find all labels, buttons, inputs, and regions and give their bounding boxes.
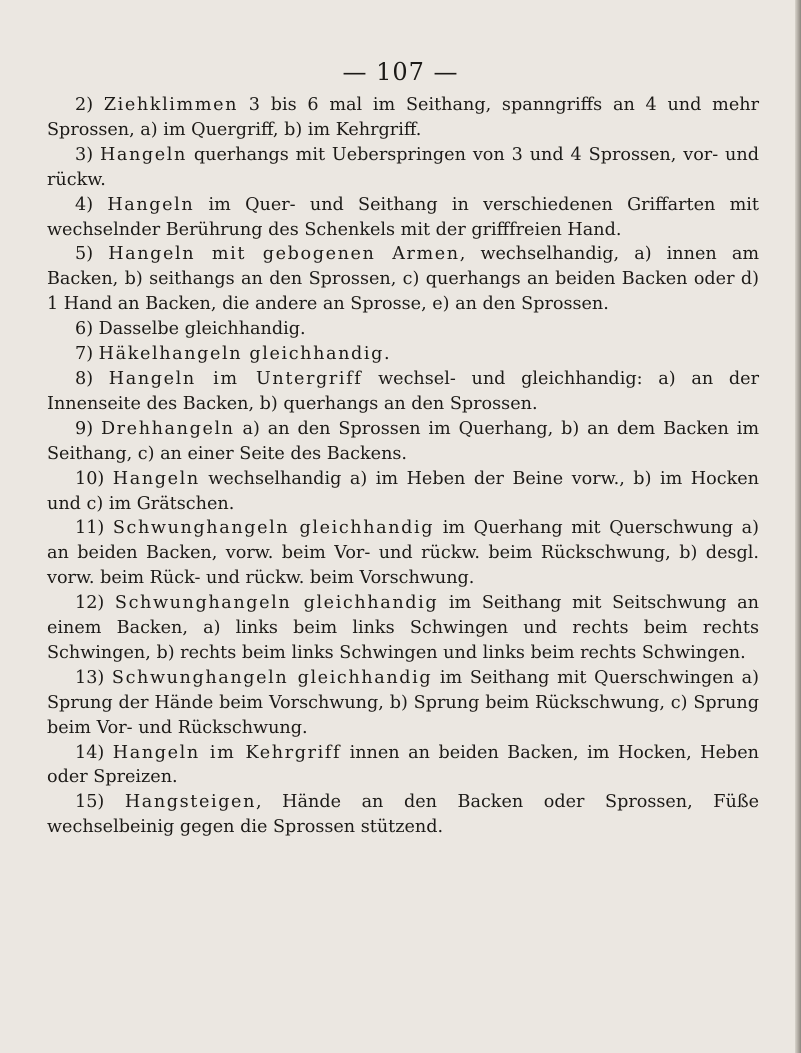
item-number: 12) [75, 593, 115, 614]
item-number: 4) [75, 194, 108, 215]
exercise-item [47, 367, 759, 417]
item-text: wechsel- und gleichhandig: a) an der Innenseite des Backen, b) querhangs an den Sprossen. [47, 368, 759, 414]
item-title: Ziehklimmen [103, 95, 239, 115]
exercise-item [47, 93, 759, 143]
exercise-item [47, 790, 759, 840]
item-number: 6) [75, 319, 99, 340]
item-title: Häkelhangeln gleichhandig. [98, 344, 392, 365]
exercise-item [47, 242, 759, 317]
exercise-item [47, 193, 759, 243]
item-number: 11) [75, 518, 113, 539]
item-title: Hangeln [107, 194, 195, 215]
item-text: querhangs mit Ueberspringen von 3 und 4 Sprossen, vor- und rückw. [47, 144, 759, 190]
item-title: Drehhangeln [100, 418, 235, 439]
item-text: innen an beiden Backen, im Hocken, Heben oder Spreizen. [47, 742, 759, 788]
exercise-item [47, 516, 759, 591]
page-edge-shadow [795, 0, 801, 1053]
item-number: 9) [75, 418, 101, 439]
item-number: 7) [75, 344, 99, 365]
item-title: Hangeln im Kehrgriff [112, 742, 342, 763]
item-title: Hangsteigen [124, 792, 256, 813]
item-text: , wechselhandig, a) innen am Backen, b) seithangs an den Sprossen, c) querhangs an beiden Backen oder d) 1 Hand an Backen, die andere an Sprosse, e) an den Sprossen. [47, 244, 759, 315]
item-text: im Querhang mit Querschwung a) an beiden Backen, vorw. beim Vor- und rückw. beim Rückschwung, b) desgl. vorw. beim Rück- und rückw. beim Vorschwung. [47, 518, 759, 589]
item-text: im Quer- und Seithang in verschiedenen Griffarten mit wechselnder Berührung des Schenkels mit der grifffreien Hand. [47, 194, 759, 240]
item-text: im Seithang mit Seitschwung an einem Backen, a) links beim links Schwingen und rechts beim rechts Schwingen, b) rechts beim links Schwingen und links beim rechts Schwingen. [47, 593, 759, 663]
item-text: 3 bis 6 mal im Seithang, spanngriffs an 4 und mehr Sprossen, a) im Quergriff, b) im Kehrgriff. [47, 95, 759, 140]
item-number: 5) [75, 244, 109, 265]
item-text: wechselhandig a) im Heben der Beine vorw., b) im Hocken und c) im Grätschen. [47, 468, 759, 514]
exercise-item [47, 591, 759, 666]
item-number: 3) [75, 144, 100, 165]
exercise-item [47, 417, 759, 467]
exercise-item [47, 342, 759, 367]
item-title: Hangeln im Untergriff [108, 368, 363, 389]
item-title: Schwunghangeln gleichhandig [114, 593, 439, 614]
page-number: — 107 — [342, 58, 459, 86]
exercise-item [47, 467, 759, 517]
item-text: a) an den Sprossen im Querhang, b) an dem Backen im Seithang, c) an einer Seite des Backens. [47, 418, 760, 464]
item-number: 15) [75, 792, 125, 813]
item-number: 2) [75, 95, 104, 115]
item-number: 10) [75, 468, 113, 489]
item-title: Schwunghangeln gleichhandig [112, 518, 435, 539]
item-title: Hangeln [112, 468, 200, 489]
exercise-item [47, 317, 759, 342]
exercise-item [47, 666, 759, 741]
item-title: Hangeln mit gebogenen Armen [108, 244, 460, 265]
item-number: 13) [75, 667, 112, 688]
item-number: 14) [75, 742, 113, 763]
item-title: Schwunghangeln gleichhandig [111, 667, 433, 688]
exercise-list [47, 93, 759, 840]
item-title: Hangeln [99, 144, 187, 165]
item-number: 8) [75, 368, 109, 389]
item-text: Dasselbe gleichhandig. [98, 319, 306, 340]
exercise-item [47, 741, 759, 791]
item-text: im Seithang mit Querschwingen a) Sprung der Hände beim Vorschwung, b) Sprung beim Rückschwung, c) Sprung beim Vor- und Rückschwung. [47, 667, 759, 738]
exercise-item [47, 143, 759, 193]
item-text: , Hände an den Backen oder Sprossen, Füße wechselbeinig gegen die Sprossen stützend. [47, 792, 759, 838]
